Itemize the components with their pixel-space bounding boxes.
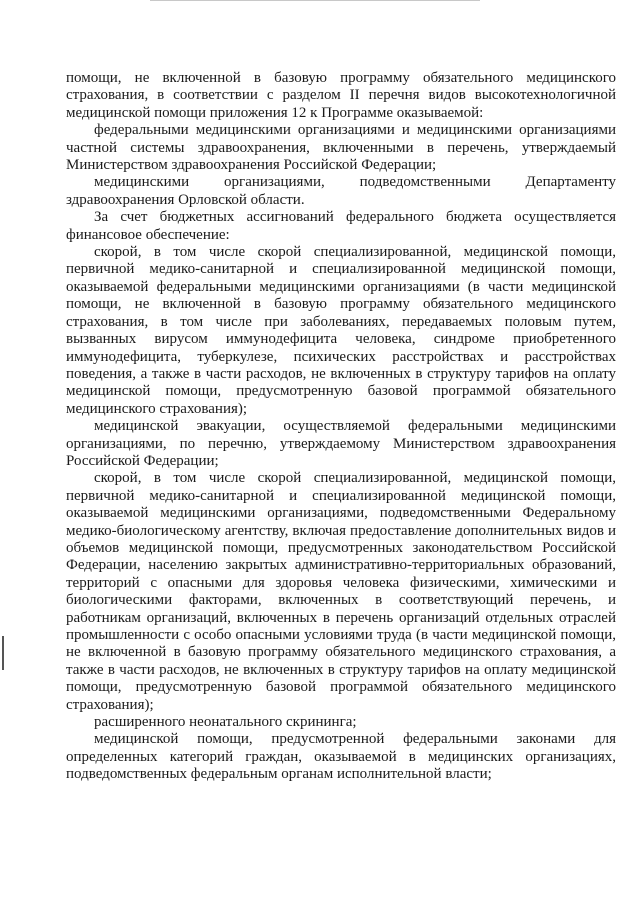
scan-edge-mark [2,636,4,670]
scan-top-rule [150,0,480,1]
paragraph-1: помощи, не включенной в базовую программу обязательного медицинского страхования, в соответствии с разделом II перечня видов высокотехнологичной медицинской помощи приложения 12 к Программе оказываемой: [66,70,616,121]
paragraph-6: медицинской эвакуации, осуществляемой федеральными медицинскими организациями, по перечню, утверждаемому Министерством здравоохранения Российской Федерации; [66,418,616,469]
paragraph-3: медицинскими организациями, подведомственными Департаменту здравоохранения Орловской области. [66,174,616,208]
paragraph-7: скорой, в том числе скорой специализированной, медицинской помощи, первичной медико-санитарной и специализированной медицинской помощи, оказываемой медицинскими организациями, подведомственными Федеральному медико-биологическому агентству, включая предоставление дополнительных видов и объемов медицинской помощи, предусмотренных законодательством Российской Федерации, населению закрытых административно-территориальных образований, территорий с опасными для здоровья человека физическими, химическими и биологическими факторами, включенных в соответствующий перечень, и работникам организаций, включенных в перечень организаций отдельных отраслей промышленности с особо опасными условиями труда (в части медицинской помощи, не включенной в базовую программу обязательного медицинского страхования, а также в части расходов, не включенных в структуру тарифов на оплату медицинской помощи, предусмотренную базовой программой обязательного медицинского страхования); [66,470,616,713]
paragraph-4: За счет бюджетных ассигнований федерального бюджета осуществляется финансовое обеспечение: [66,209,616,243]
document-body [66,70,616,784]
paragraph-9: медицинской помощи, предусмотренной федеральными законами для определенных категорий граждан, оказываемой в медицинских организациях, подведомственных федеральным органам исполнительной власти; [66,731,616,783]
paragraph-8: расширенного неонатального скрининга; [94,714,357,731]
paragraph-2: федеральными медицинскими организациями и медицинскими организациями частной системы здравоохранения, включенными в перечень, утверждаемый Министерством здравоохранения Российской Федерации; [66,122,616,174]
paragraph-5: скорой, в том числе скорой специализированной, медицинской помощи, первичной медико-санитарной и специализированной медицинской помощи, оказываемой федеральными медицинскими организациями (в части медицинской помощи, не включенной в базовую программу обязательного медицинского страхования, в том числе при заболеваниях, передаваемых половым путем, вызванных вирусом иммунодефицита человека, синдроме приобретенного иммунодефицита, туберкулезе, психических расстройствах и расстройствах поведения, а также в части расходов, не включенных в структуру тарифов на оплату медицинской помощи, предусмотренную базовой программой обязательного медицинского страхования); [66,244,616,417]
